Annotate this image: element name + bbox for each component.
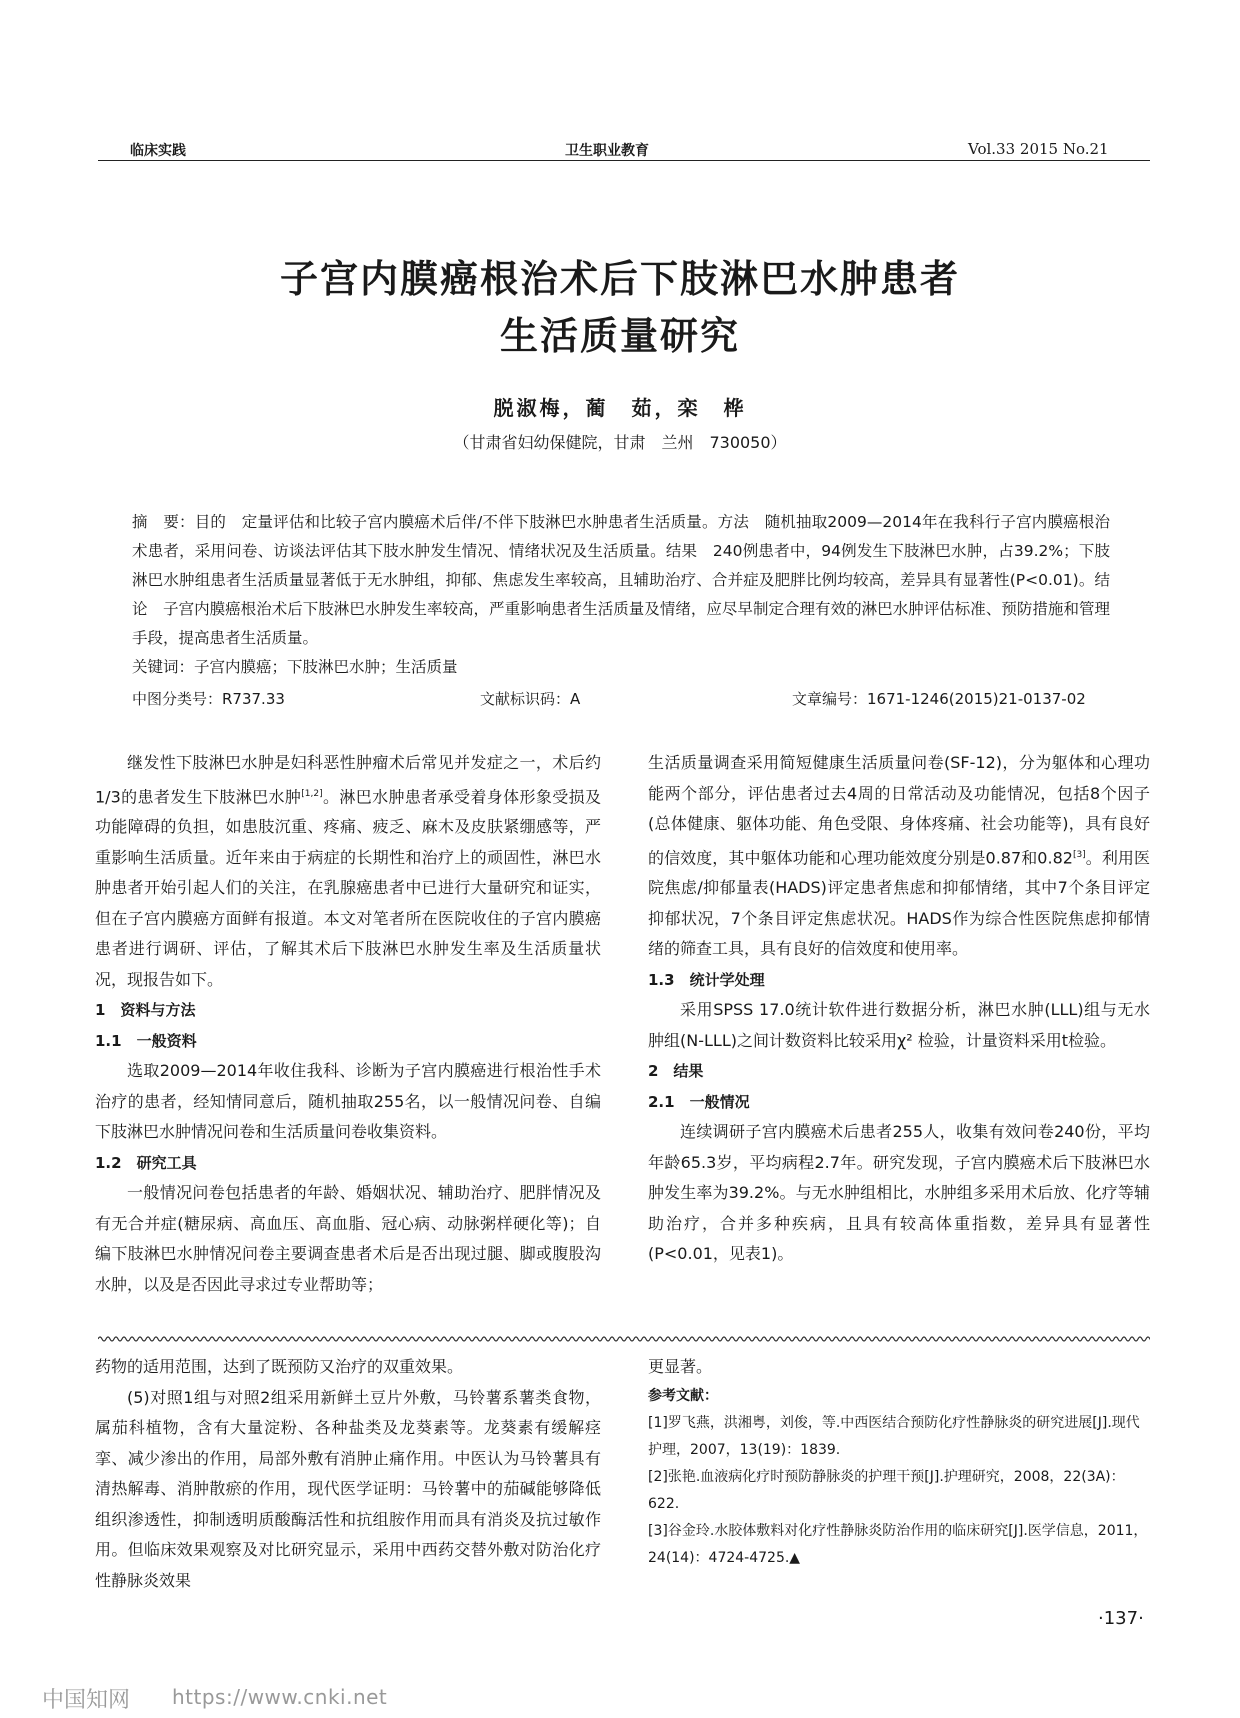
header-rule [98, 160, 1150, 161]
intro-text-b: 。淋巴水肿患者承受着身体形象受损及功能障碍的负担，如患肢沉重、疼痛、疲乏、麻木及皮肤紧绷感等，严重影响生活质量。近年来由于病症的长期性和治疗上的顽固性，淋巴水肿患者开始引起人们的关注，在乳腺癌患者中已进行大量研究和证实，但在子宫内膜癌方面鲜有报道。本文对笔者所在医院收住的子宫内膜癌患者进行调研、评估，了解其术后下肢淋巴水肿发生率及生活质量状况，现报告如下。 [95, 786, 601, 989]
article-affiliation: （甘肃省妇幼保健院，甘肃 兰州 730050） [453, 433, 787, 452]
tools-text-b: 。利用医院焦虑/抑郁量表(HADS)评定患者焦虑和抑郁情绪，其中7个条目评定抑郁状况，7个条目评定焦虑状况。HADS作为综合性医院焦虑抑郁情绪的筛查工具，具有良好的信效度和使用率。 [648, 847, 1150, 959]
reference-3: [3]谷金玲.水胶体敷料对化疗性静脉炎防治作用的临床研究[J].医学信息，2011，24(14)：4724-4725.▲ [648, 1522, 1148, 1566]
section-2-1-text: 连续调研子宫内膜癌术后患者255人，收集有效问卷240份，平均年龄65.3岁，平均病程2.7年。研究发现，子宫内膜癌术后下肢淋巴水肿发生率为39.2%。与无水肿组相比，水肿组多采用术后放、化疗等辅助治疗，合并多种疾病，且具有较高体重指数，差异具有显著性(P<0.01，见表1)。 [648, 1122, 1150, 1264]
cnki-logo: 中国知网 [42, 1688, 131, 1713]
document-code: 文献标识码：A [480, 690, 581, 708]
section-1-3-heading: 1.3 统计学处理 [648, 970, 765, 989]
bottom-right-column [648, 1352, 1150, 1572]
reference-1: [1]罗飞燕，洪湘粤，刘俊，等.中西医结合预防化疗性静脉炎的研究进展[J].现代护理，2007，13(19)：1839. [648, 1414, 1140, 1458]
references-heading: 参考文献： [648, 1387, 718, 1404]
section-1-heading: 1 资料与方法 [95, 1001, 196, 1020]
potato-paragraph: (5)对照1组与对照2组采用新鲜土豆片外敷，马铃薯系薯类食物，属茄科植物，含有大量淀粉、各种盐类及龙葵素等。龙葵素有缓解痉挛、减少渗出的作用，局部外敷有消肿止痛作用。中医认为马铃薯具有清热解毒、消肿散瘀的作用，现代医学证明：马铃薯中的茄碱能够降低组织渗透性，抑制透明质酸酶活性和抗组胺作用而具有消炎及抗过敏作用。但临床效果观察及对比研究显示，采用中西药交替外敷对防治化疗性静脉炎效果 [95, 1387, 601, 1590]
article-authors: 脱淑梅，蔺 茹，栾 桦 [493, 396, 747, 420]
article-title-line1: 子宫内膜癌根治术后下肢淋巴水肿患者 [279, 257, 960, 301]
clc-number: 中图分类号：R737.33 [132, 690, 285, 708]
bottom-left-column [95, 1352, 601, 1596]
cnki-url[interactable]: https://www.cnki.net [172, 1685, 388, 1709]
intro-text-a: 继发性下肢淋巴水肿是妇科恶性肿瘤术后常见并发症之一，术后约1/3的患者发生下肢淋巴水肿 [95, 753, 601, 806]
page-number: ·137· [1098, 1608, 1144, 1629]
tools-paragraph [648, 748, 1150, 965]
header-section-label: 临床实践 [130, 143, 186, 159]
section-1-2-heading: 1.2 研究工具 [95, 1153, 197, 1172]
article-number: 文章编号：1671-1246(2015)21-0137-02 [792, 690, 1086, 708]
article-title-line2: 生活质量研究 [499, 314, 740, 358]
citation-3: [3] [1072, 849, 1086, 860]
right-column [648, 748, 1150, 1270]
intro-paragraph [95, 748, 601, 995]
abstract-block [132, 508, 1110, 682]
section-1-1-text: 选取2009—2014年收住我科、诊断为子宫内膜癌进行根治性手术治疗的患者，经知情同意后，随机抽取255名，以一般情况问卷、自编下肢淋巴水肿情况问卷和生活质量问卷收集资料。 [95, 1061, 601, 1142]
section-1-1-heading: 1.1 一般资料 [95, 1031, 197, 1050]
left-column [95, 748, 601, 1300]
keywords: 关键词：子宫内膜癌；下肢淋巴水肿；生活质量 [132, 658, 458, 676]
continued-text: 药物的适用范围，达到了既预防又治疗的双重效果。 [95, 1357, 464, 1376]
section-1-3-text: 采用SPSS 17.0统计软件进行数据分析，淋巴水肿(LLL)组与无水肿组(N-LLL)之间计数资料比较采用χ² 检验，计量资料采用t检验。 [648, 1000, 1150, 1050]
reference-2: [2]张艳.血液病化疗时预防静脉炎的护理干预[J].护理研究，2008，22(3A)：622. [648, 1468, 1125, 1512]
tools-text-a: 生活质量调查采用简短健康生活质量问卷(SF-12)，分为躯体和心理功能两个部分，评估患者过去4周的日常活动及功能情况，包括8个因子(总体健康、躯体功能、角色受限、身体疼痛、社会功能等)，具有良好的信效度，其中躯体功能和心理功能效度分别是0.87和0.82 [648, 753, 1150, 867]
header-journal-name: 卫生职业教育 [565, 143, 649, 159]
abstract-text: 摘 要：目的 定量评估和比较子宫内膜癌术后伴/不伴下肢淋巴水肿患者生活质量。方法 随机抽取2009—2014年在我科行子宫内膜癌根治术患者，采用问卷、访谈法评估其下肢水肿发生情况、情绪状况及生活质量。结果 240例患者中，94例发生下肢淋巴水肿，占39.2%；下肢淋巴水肿组患者生活质量显著低于无水肿组，抑郁、焦虑发生率较高，且辅助治疗、合并症及肥胖比例均较高，差异具有显著性(P<0.01)。结论 子宫内膜癌根治术后下肢淋巴水肿发生率较高，严重影响患者生活质量及情绪，应尽早制定合理有效的淋巴水肿评估标准、预防措施和管理手段，提高患者生活质量。 [132, 513, 1110, 647]
continued-text-right: 更显著。 [648, 1357, 713, 1376]
header-volume: Vol.33 2015 No.21 [968, 140, 1109, 158]
section-2-1-heading: 2.1 一般情况 [648, 1092, 750, 1111]
section-1-2-text: 一般情况问卷包括患者的年龄、婚姻状况、辅助治疗、肥胖情况及有无合并症(糖尿病、高血压、高血脂、冠心病、动脉粥样硬化等)；自编下肢淋巴水肿情况问卷主要调查患者术后是否出现过腿、脚或腹股沟水肿，以及是否因此寻求过专业帮助等； [95, 1183, 601, 1294]
section-2-heading: 2 结果 [648, 1062, 704, 1081]
wavy-divider [98, 1335, 1150, 1343]
references [648, 1383, 1150, 1572]
citation-1-2: [1,2] [301, 788, 323, 799]
